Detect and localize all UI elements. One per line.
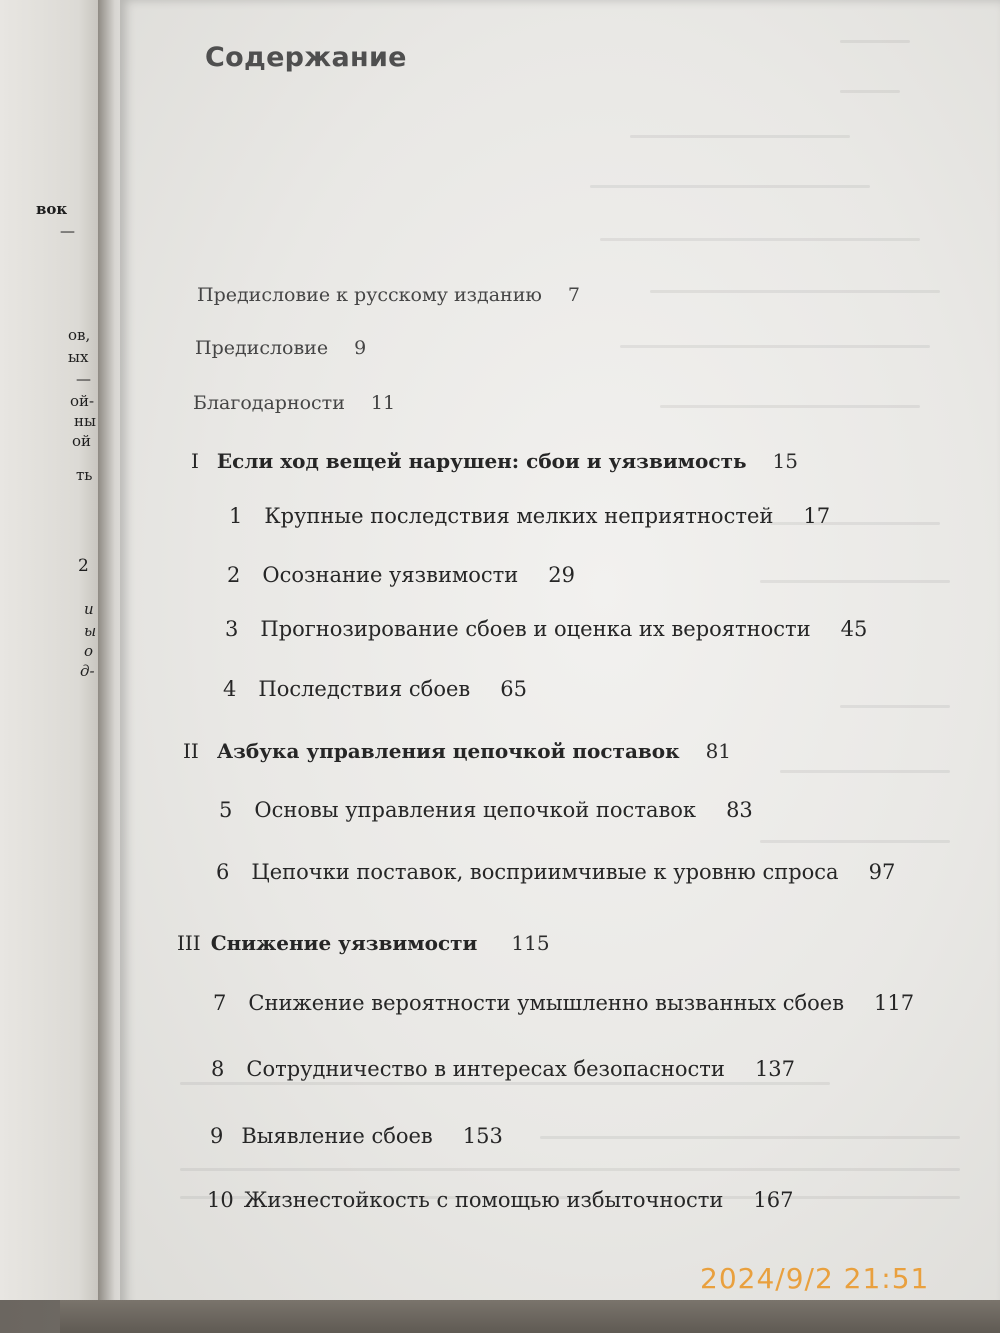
previous-page-edge: [0, 0, 98, 1300]
left-page-fragment: ых: [68, 348, 89, 366]
show-through-line: [180, 1168, 960, 1171]
toc-entry-chapter: [223, 677, 527, 701]
toc-entry-part: [191, 449, 798, 473]
left-page-fragment: ть: [76, 466, 93, 484]
chapter-title: Выявление сбоев: [241, 1124, 433, 1148]
show-through-line: [780, 770, 950, 773]
show-through-line: [840, 90, 900, 93]
toc-page: [120, 0, 1000, 1310]
toc-entry-chapter: [227, 563, 575, 587]
part-title: Азбука управления цепочкой поставок: [216, 739, 680, 763]
show-through-line: [180, 1082, 830, 1085]
left-page-fragment: ы: [84, 622, 97, 640]
toc-entry-front-matter: [193, 392, 395, 414]
show-through-line: [660, 405, 920, 408]
chapter-title: Прогнозирование сбоев и оценка их вероятности: [260, 617, 811, 641]
part-number: I: [191, 449, 199, 473]
show-through-line: [760, 840, 950, 843]
part-number: III: [177, 931, 201, 955]
toc-entry-part: [183, 739, 731, 763]
left-page-fragment: —: [76, 370, 91, 388]
entry-page-number: 81: [705, 739, 732, 763]
chapter-number: 3: [225, 617, 239, 641]
entry-page-number: 17: [803, 504, 831, 528]
entry-page-number: 11: [370, 392, 396, 414]
entry-page-number: 153: [462, 1124, 503, 1148]
chapter-number: 10: [207, 1188, 234, 1212]
chapter-number: 1: [229, 504, 243, 528]
part-number: II: [183, 739, 199, 763]
chapter-number: 6: [216, 860, 230, 884]
show-through-line: [540, 1136, 960, 1139]
left-page-fragment: ны: [74, 412, 96, 430]
show-through-line: [600, 238, 920, 241]
chapter-number: 2: [227, 563, 241, 587]
toc-entry-chapter: [207, 1188, 794, 1212]
show-through-line: [630, 135, 850, 138]
part-title: Снижение уязвимости: [210, 931, 478, 955]
chapter-title: Последствия сбоев: [258, 677, 471, 701]
show-through-line: [760, 580, 950, 583]
entry-title: Предисловие к русскому изданию: [197, 284, 542, 306]
entry-page-number: 97: [868, 860, 896, 884]
left-page-fragment: ой: [72, 432, 92, 450]
desk-surface: [60, 1300, 1000, 1333]
toc-entry-front-matter: [195, 337, 366, 359]
chapter-title: Основы управления цепочкой поставок: [254, 798, 697, 822]
toc-entry-chapter: [211, 1057, 795, 1081]
page-title: Содержание: [205, 42, 407, 73]
entry-page-number: 45: [840, 617, 868, 641]
chapter-title: Цепочки поставок, восприимчивые к уровню спроса: [251, 860, 839, 884]
chapter-number: 9: [210, 1124, 224, 1148]
entry-title: Предисловие: [195, 337, 329, 359]
chapter-number: 7: [213, 991, 227, 1015]
entry-page-number: 167: [753, 1188, 794, 1212]
show-through-line: [620, 345, 930, 348]
entry-page-number: 29: [548, 563, 576, 587]
chapter-title: Осознание уязвимости: [262, 563, 519, 587]
toc-entry-chapter: [229, 504, 830, 528]
entry-page-number: 7: [567, 284, 580, 306]
photo-timestamp: 2024/9/2 21:51: [700, 1262, 930, 1295]
left-page-fragment: —: [60, 222, 75, 240]
entry-page-number: 83: [726, 798, 753, 822]
show-through-line: [650, 290, 940, 293]
chapter-title: Сотрудничество в интересах безопасности: [246, 1057, 725, 1081]
toc-entry-chapter: [225, 617, 867, 641]
toc-entry-front-matter: [197, 284, 580, 306]
entry-page-number: 65: [500, 677, 527, 701]
part-title: Если ход вещей нарушен: сбои и уязвимость: [216, 449, 747, 473]
entry-page-number: 9: [354, 337, 367, 359]
entry-page-number: 137: [754, 1057, 796, 1081]
entry-page-number: 115: [511, 931, 550, 955]
toc-entry-chapter: [210, 1124, 503, 1148]
chapter-number: 4: [223, 677, 237, 701]
toc-entry-chapter: [216, 860, 895, 884]
entry-title: Благодарности: [193, 392, 345, 414]
show-through-line: [840, 40, 910, 43]
chapter-title: Снижение вероятности умышленно вызванных сбоев: [248, 991, 845, 1015]
show-through-line: [840, 705, 950, 708]
toc-entry-part: [177, 931, 550, 955]
chapter-number: 8: [211, 1057, 225, 1081]
chapter-number: 5: [219, 798, 233, 822]
left-page-fragment: 2: [78, 556, 89, 576]
left-page-fragment: д-: [80, 662, 95, 680]
left-page-fragment: ов,: [68, 326, 91, 344]
left-page-fragment: о: [84, 642, 94, 660]
chapter-title: Крупные последствия мелких неприятностей: [264, 504, 774, 528]
toc-entry-chapter: [219, 798, 753, 822]
show-through-line: [590, 185, 870, 188]
entry-page-number: 15: [772, 449, 798, 473]
entry-page-number: 117: [874, 991, 915, 1015]
left-page-fragment: и: [84, 600, 94, 618]
chapter-title: Жизнестойкость с помощью избыточности: [243, 1188, 724, 1212]
left-page-fragment: вок: [36, 200, 68, 218]
toc-entry-chapter: [213, 991, 914, 1015]
left-page-fragment: ой-: [70, 392, 95, 410]
